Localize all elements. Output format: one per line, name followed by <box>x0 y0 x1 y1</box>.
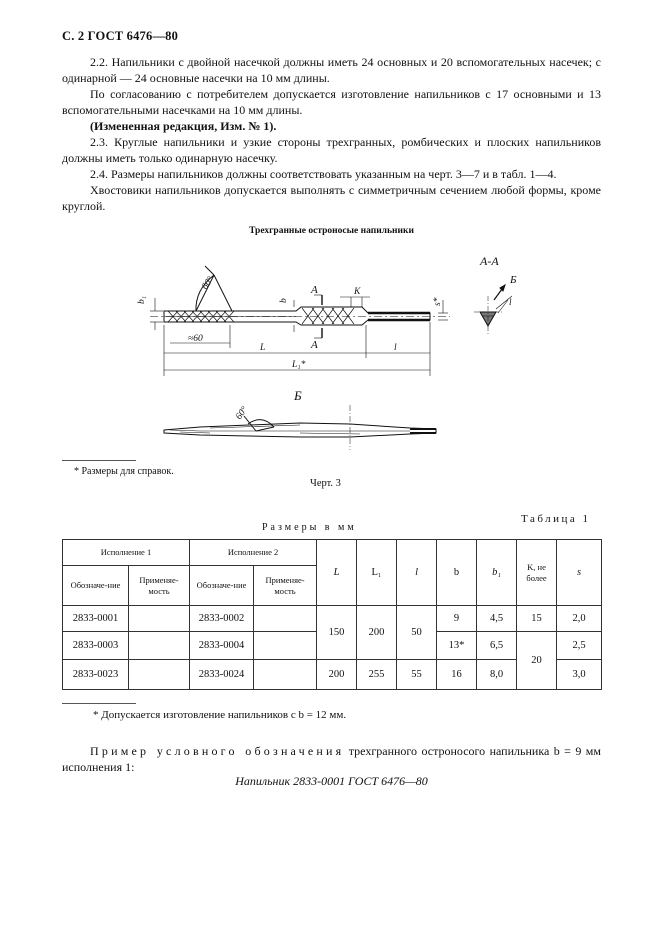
file-body-main-view <box>150 266 450 325</box>
header-l: l <box>397 540 437 606</box>
cell-code1: 2833-0003 <box>63 632 129 660</box>
table-footnote: * Допускается изготовление напильников с b = 12 мм. <box>93 709 347 721</box>
figure-title: Трехгранные остроносые напильники <box>249 226 414 236</box>
cell-L: 200 <box>317 660 357 690</box>
header-code-1: Обозначе-ние <box>63 566 129 606</box>
header-k: K, не более <box>517 540 557 606</box>
header-applic-1: Применяе-мость <box>129 566 190 606</box>
example-designation: Напильник 2833-0001 ГОСТ 6476—80 <box>235 774 428 788</box>
label-b1: b₁ <box>137 295 147 304</box>
label-section-l: l <box>509 297 512 307</box>
header-version-2: Исполнение 2 <box>190 540 317 566</box>
cell-b: 13* <box>437 632 477 660</box>
cut-label-bottom: А <box>311 339 318 351</box>
cell-k: 15 <box>517 606 557 632</box>
label-k: K <box>354 287 361 297</box>
cell-applic1 <box>129 606 190 632</box>
label-l: l <box>394 343 397 353</box>
cell-applic1 <box>129 632 190 660</box>
section-label-a-a: А-А <box>480 254 499 268</box>
paragraph-agreement: По согласованию с потребителем допускается изготовление напильников с 17 основными и 13 вспомогательными насечками на 10 мм длины. <box>62 87 601 117</box>
cell-b1: 6,5 <box>477 632 517 660</box>
header-code-2: Обозначе-ние <box>190 566 254 606</box>
paragraph-2-2: 2.2. Напильники с двойной насечкой должны иметь 24 основных и 20 вспомогательных насечек; с одинарной — 24 основные насечки на 10 мм длины. <box>62 55 601 85</box>
cell-b1: 8,0 <box>477 660 517 690</box>
cell-s: 2,0 <box>557 606 602 632</box>
cell-b1: 4,5 <box>477 606 517 632</box>
footnote-rule <box>62 460 136 461</box>
header-b: b <box>437 540 477 606</box>
label-L: L <box>260 343 266 353</box>
section-a-a <box>474 285 512 334</box>
cell-code1: 2833-0023 <box>63 660 129 690</box>
cell-code1: 2833-0001 <box>63 606 129 632</box>
cell-applic1 <box>129 660 190 690</box>
header-b1: b₁ <box>477 540 517 606</box>
label-approx-60: ≈60 <box>188 334 203 344</box>
cell-applic2 <box>254 660 317 690</box>
cell-s: 2,5 <box>557 632 602 660</box>
label-s: s* <box>433 297 443 306</box>
paragraph-shanks: Хвостовики напильников допускается выполнять с симметричным сечением любой формы, кроме круглой. <box>62 183 601 213</box>
figure-caption: Черт. 3 <box>310 478 341 489</box>
label-b: b <box>279 298 289 303</box>
cell-b: 9 <box>437 606 477 632</box>
example-spaced: Пример условного обозначения <box>90 744 345 758</box>
paragraph-2-3: 2.3. Круглые напильники и узкие стороны трехгранных, ромбических и плоских напильников должны иметь только одинарную насечку. <box>62 135 601 165</box>
table-footnote-rule <box>62 703 136 704</box>
cell-code2: 2833-0004 <box>190 632 254 660</box>
cell-L1: 255 <box>357 660 397 690</box>
example-paragraph <box>62 743 601 775</box>
view-b-label: Б <box>294 388 302 403</box>
cut-label-top: А <box>311 284 318 296</box>
header-L1: L₁ <box>357 540 397 606</box>
label-angle-60-b: 60° <box>234 405 251 422</box>
label-L1: L₁* <box>292 360 306 370</box>
cell-b: 16 <box>437 660 477 690</box>
header-applic-2: Применяе-мость <box>254 566 317 606</box>
cell-code2: 2833-0002 <box>190 606 254 632</box>
cell-k-merged: 20 <box>517 632 557 690</box>
cell-code2: 2833-0024 <box>190 660 254 690</box>
cell-s: 3,0 <box>557 660 602 690</box>
cell-L-merged: 150 <box>317 606 357 660</box>
table-label: Таблица 1 <box>521 513 591 525</box>
amendment-note: (Измененная редакция, Изм. № 1). <box>90 119 277 133</box>
header-s: s <box>557 540 602 606</box>
figure-footnote: * Размеры для справок. <box>74 466 174 477</box>
file-drawing <box>0 240 661 450</box>
view-b <box>164 405 436 450</box>
table-subtitle: Размеры в мм <box>262 522 357 533</box>
cell-l: 55 <box>397 660 437 690</box>
label-section-b: Б <box>510 274 517 286</box>
label-angle-60: 60° <box>200 275 217 292</box>
example-rest: трехгранного остроносого напильника b = 9 мм исполнения 1: <box>62 744 601 774</box>
page-header: С. 2 ГОСТ 6476—80 <box>62 29 179 43</box>
cell-applic2 <box>254 606 317 632</box>
paragraph-2-4: 2.4. Размеры напильников должны соответствовать указанным на черт. 3—7 и в табл. 1—4. <box>90 167 557 181</box>
cell-L1-merged: 200 <box>357 606 397 660</box>
header-L: L <box>317 540 357 606</box>
cell-applic2 <box>254 632 317 660</box>
table-row <box>63 606 602 632</box>
dimensions-table <box>62 539 602 690</box>
cell-l-merged: 50 <box>397 606 437 660</box>
header-version-1: Исполнение 1 <box>63 540 190 566</box>
